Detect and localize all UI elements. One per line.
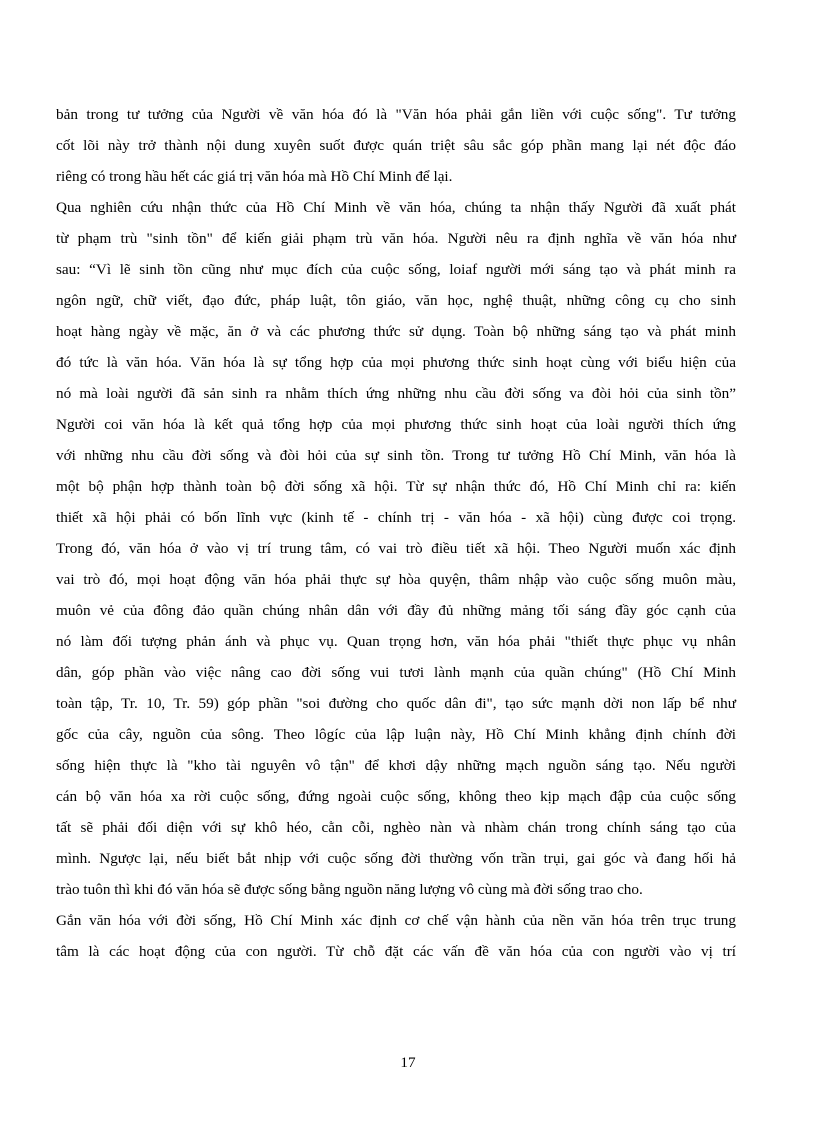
text-line: Qua nghiên cứu nhận thức của Hồ Chí Minh về văn hóa, chúng ta nhận thấy Người đã xuất phát bbox=[56, 199, 736, 216]
text-line: nó làm đối tượng phản ánh và phục vụ. Quan trọng hơn, văn hóa phải "thiết thực phục vụ nhân bbox=[56, 633, 736, 650]
text-line: một bộ phận hợp thành toàn bộ đời sống xã hội. Từ sự nhận thức đó, Hồ Chí Minh chỉ ra: kiến bbox=[56, 478, 736, 495]
text-line: muôn vẻ của đông đảo quần chúng nhân dân với đầy đủ những mảng tối sáng đầy góc cạnh của bbox=[56, 602, 736, 619]
text-line: vai trò đó, mọi hoạt động văn hóa phải thực sự hòa quyện, thâm nhập vào cuộc sống muôn màu, bbox=[56, 571, 736, 588]
text-line: thiết xã hội phải có bốn lĩnh vực (kinh tế - chính trị - văn hóa - xã hội) cùng được coi trọng. bbox=[56, 509, 736, 526]
text-line: tâm là các hoạt động của con người. Từ chỗ đặt các vấn đề văn hóa của con người vào vị trí bbox=[56, 943, 736, 960]
text-line: ngôn ngữ, chữ viết, đạo đức, pháp luật, tôn giáo, văn học, nghệ thuật, những công cụ cho sinh bbox=[56, 292, 736, 309]
text-line: mình. Ngược lại, nếu biết bắt nhịp với cuộc sống đời thường vốn trần trụi, gai góc và đang hối hả bbox=[56, 850, 736, 867]
text-line: riêng có trong hầu hết các giá trị văn hóa mà Hồ Chí Minh để lại. bbox=[56, 168, 453, 185]
text-line: trào tuôn thì khi đó văn hóa sẽ được sống bằng nguồn năng lượng vô cùng mà đời sống trao cho. bbox=[56, 881, 643, 898]
text-line: tất sẽ phải đối diện với sự khô héo, cằn cỗi, nghèo nàn và nhàm chán trong chính sáng tạo của bbox=[56, 819, 736, 836]
text-line: Gắn văn hóa với đời sống, Hồ Chí Minh xác định cơ chế vận hành của nền văn hóa trên trục trung bbox=[56, 912, 736, 929]
text-line: cán bộ văn hóa xa rời cuộc sống, đứng ngoài cuộc sống, không theo kịp mạch đập của cuộc sống bbox=[56, 788, 736, 805]
text-line: gốc của cây, nguồn của sông. Theo lôgíc của lập luận này, Hồ Chí Minh khẳng định chính đời bbox=[56, 726, 736, 743]
text-line: hoạt hàng ngày về mặc, ăn ở và các phương thức sử dụng. Toàn bộ những sáng tạo và phát minh bbox=[56, 323, 736, 340]
text-line: Người coi văn hóa là kết quả tổng hợp của mọi phương thức sinh hoạt của loài người thích ứng bbox=[56, 416, 736, 433]
text-line: bản trong tư tưởng của Người về văn hóa đó là "Văn hóa phải gắn liền với cuộc sống". Tư tưởng bbox=[56, 106, 736, 123]
text-line: cốt lõi này trở thành nội dung xuyên suốt được quán triệt sâu sắc góp phần mang lại nét độc đáo bbox=[56, 137, 736, 154]
page-number: 17 bbox=[400, 1054, 416, 1071]
text-line: với những nhu cầu đời sống và đòi hỏi của sự sinh tồn. Trong tư tưởng Hồ Chí Minh, văn hóa là bbox=[56, 447, 736, 464]
text-line: toàn tập, Tr. 10, Tr. 59) góp phần "soi đường cho quốc dân đi", tạo sức mạnh dời non lấp bể như bbox=[56, 695, 736, 712]
text-line: từ phạm trù "sinh tồn" để kiến giải phạm trù văn hóa. Người nêu ra định nghĩa về văn hóa như bbox=[56, 230, 736, 247]
text-line: dân, góp phần vào việc nâng cao đời sống vui tươi lành mạnh của quần chúng" (Hồ Chí Minh bbox=[56, 664, 736, 681]
text-line: nó mà loài người đã sản sinh ra nhằm thích ứng những nhu cầu đời sống va đòi hỏi của sinh tồn” bbox=[56, 385, 736, 402]
text-line: Trong đó, văn hóa ở vào vị trí trung tâm, có vai trò điều tiết xã hội. Theo Người muốn xác định bbox=[56, 540, 736, 557]
text-line: sống hiện thực là "kho tài nguyên vô tận" để khơi dậy những mạch nguồn sáng tạo. Nếu người bbox=[56, 757, 736, 774]
text-line: đó tức là văn hóa. Văn hóa là sự tổng hợp của mọi phương thức sinh hoạt cùng với biểu hiện của bbox=[56, 354, 736, 371]
text-line: sau: “Vì lẽ sinh tồn cũng như mục đích của cuộc sống, loiaf người mới sáng tạo và phát minh ra bbox=[56, 261, 736, 278]
